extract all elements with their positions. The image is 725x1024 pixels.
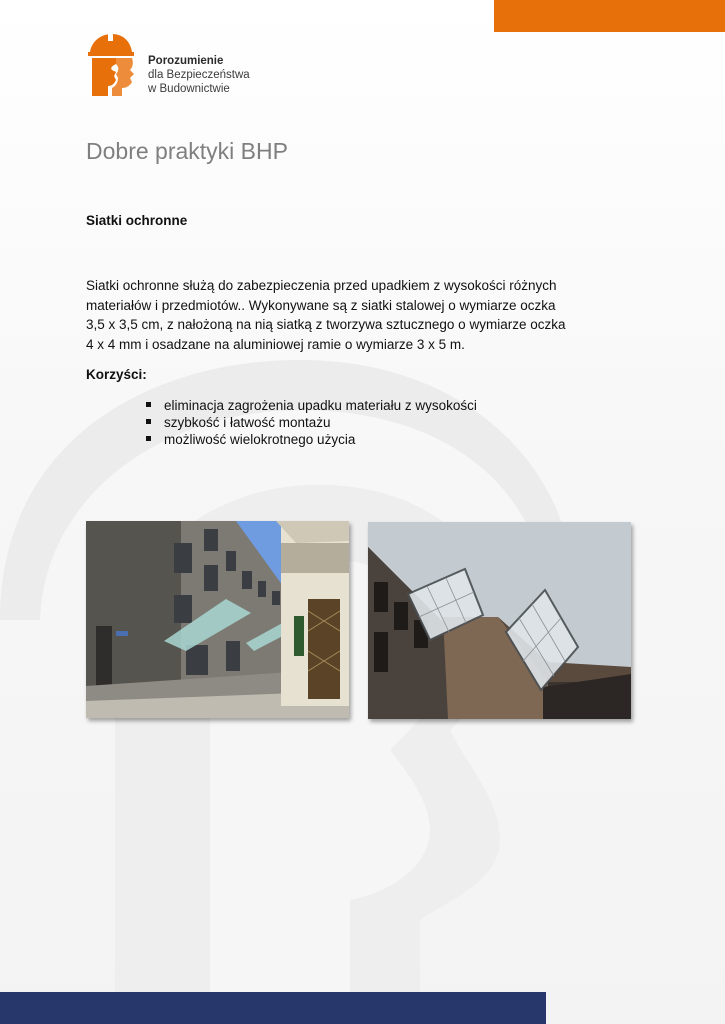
list-item bbox=[146, 414, 477, 431]
page-title: Dobre praktyki BHP bbox=[86, 138, 288, 164]
logo bbox=[86, 32, 266, 98]
building-street-photo bbox=[86, 521, 349, 718]
body-line: materiałów i przedmiotów.. Wykonywane są z siatki stalowej o wymiarze oczka bbox=[86, 297, 556, 313]
body-line: Siatki ochronne służą do zabezpieczenia przed upadkiem z wysokości różnych bbox=[86, 278, 557, 293]
roof-nets-photo bbox=[368, 522, 631, 719]
benefits-list bbox=[146, 397, 477, 448]
body-line: 3,5 x 3,5 cm, z nałożoną na nią siatką z tworzywa sztucznego o wymiarze oczka bbox=[86, 317, 566, 332]
bullet-icon bbox=[146, 436, 151, 441]
benefit-text: eliminacja zagrożenia upadku materiału z wysokości bbox=[164, 398, 477, 413]
benefits-heading: Korzyści: bbox=[86, 367, 147, 382]
bullet-icon bbox=[146, 402, 151, 407]
section-subtitle: Siatki ochronne bbox=[86, 213, 188, 228]
benefit-text: możliwość wielokrotnego użycia bbox=[164, 432, 356, 447]
body-line: 4 x 4 mm i osadzane na aluminiowej ramie o wymiarze 3 x 5 m. bbox=[86, 336, 465, 352]
body-paragraph bbox=[86, 276, 626, 354]
header-accent-bar bbox=[494, 0, 725, 32]
logo-line-3: w Budownictwie bbox=[148, 83, 230, 95]
logo-line-2: dla Bezpieczeństwa bbox=[148, 69, 250, 81]
logo-helmet-heads-icon bbox=[86, 32, 136, 98]
bullet-icon bbox=[146, 419, 151, 424]
photo-protective-canopy-icon bbox=[86, 521, 349, 718]
logo-line-1: Porozumienie bbox=[148, 55, 224, 67]
list-item bbox=[146, 431, 477, 448]
logo-text bbox=[148, 54, 250, 96]
benefit-text: szybkość i łatwość montażu bbox=[164, 415, 331, 430]
photo-roof-nets-icon bbox=[368, 522, 631, 719]
footer-bar bbox=[0, 992, 546, 1024]
list-item bbox=[146, 397, 477, 414]
